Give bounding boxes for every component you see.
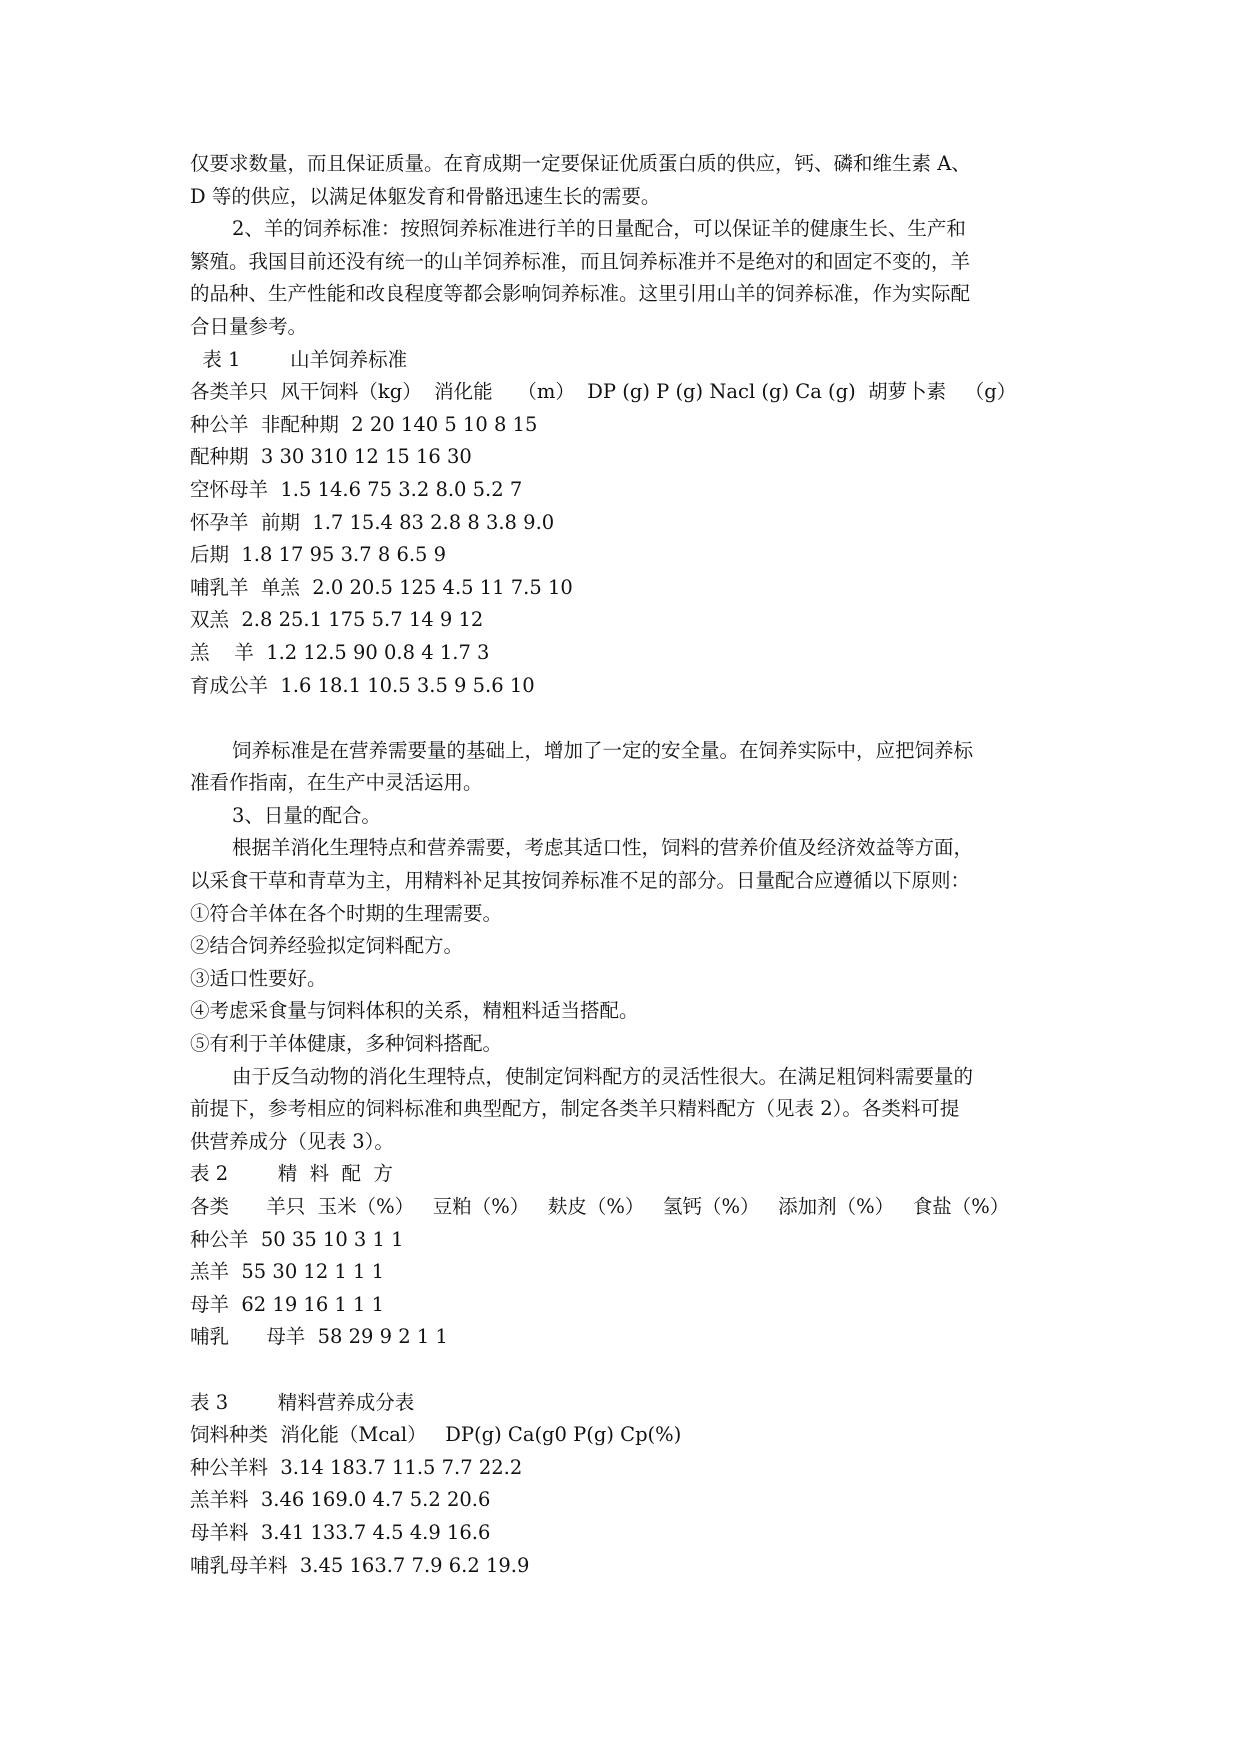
principle-item: ③适口性要好。 — [190, 966, 327, 990]
spacer — [190, 1354, 1070, 1387]
section2-line: 2、羊的饲养标准：按照饲养标准进行羊的日量配合，可以保证羊的健康生长、生产和 — [232, 217, 966, 241]
table3-header: 饲料种类 消化能（Mcal） DP(g) Ca(g0 P(g) Cp(%) — [190, 1423, 682, 1447]
table1-row: 配种期 3 30 310 12 15 16 30 — [190, 445, 472, 469]
table1-header: 各类羊只 风干饲料（kg） 消化能 （m） DP (g) P (g) Nacl (g) Ca (g) 胡萝卜素 （g） — [190, 380, 1017, 404]
table3-row: 母羊料 3.41 133.7 4.5 4.9 16.6 — [190, 1520, 491, 1544]
table1-row: 育成公羊 1.6 18.1 10.5 3.5 9 5.6 10 — [190, 673, 535, 697]
section3-heading: 3、日量的配合。 — [232, 803, 381, 827]
table1-row: 空怀母羊 1.5 14.6 75 3.2 8.0 5.2 7 — [190, 477, 523, 501]
standard-paragraph-line: 准看作指南，在生产中灵活运用。 — [190, 771, 483, 795]
table1-row: 羔 羊 1.2 12.5 90 0.8 4 1.7 3 — [190, 640, 490, 664]
section3-line: 以采食干草和青草为主，用精料补足其按饲养标准不足的部分。日量配合应遵循以下原则： — [190, 869, 971, 893]
table3-row: 羔羊料 3.46 169.0 4.7 5.2 20.6 — [190, 1488, 491, 1512]
table1-row: 种公羊 非配种期 2 20 140 5 10 8 15 — [190, 412, 538, 436]
table3-row: 哺乳母羊料 3.45 163.7 7.9 6.2 19.9 — [190, 1553, 530, 1577]
table2-caption: 表 2 精 料 配 方 — [190, 1162, 393, 1186]
table2-row: 羔羊 55 30 12 1 1 1 — [190, 1260, 385, 1284]
table1-row: 后期 1.8 17 95 3.7 8 6.5 9 — [190, 543, 447, 567]
spacer — [190, 702, 1070, 735]
table1-row: 哺乳羊 单羔 2.0 20.5 125 4.5 11 7.5 10 — [190, 575, 573, 599]
table1-row: 双羔 2.8 25.1 175 5.7 14 9 12 — [190, 608, 484, 632]
section2-line: 的品种、生产性能和改良程度等都会影响饲养标准。这里引用山羊的饲养标准，作为实际配 — [190, 282, 971, 306]
principle-item: ⑤有利于羊体健康，多种饲料搭配。 — [190, 1032, 503, 1056]
intro-line: D 等的供应，以满足体躯发育和骨骼迅速生长的需要。 — [190, 184, 661, 208]
principle-item: ②结合饲养经验拟定饲料配方。 — [190, 934, 464, 958]
table3-caption: 表 3 精料营养成分表 — [190, 1390, 415, 1414]
principle-item: ④考虑采食量与饲料体积的关系，精粗料适当搭配。 — [190, 999, 639, 1023]
closing-paragraph-line: 供营养成分（见表 3）。 — [190, 1129, 394, 1153]
table1-caption: 表 1 山羊饲养标准 — [190, 347, 408, 371]
standard-paragraph-line: 饲养标准是在营养需要量的基础上，增加了一定的安全量。在饲养实际中，应把饲养标 — [232, 738, 974, 762]
section2-line: 繁殖。我国目前还没有统一的山羊饲养标准，而且饲养标准并不是绝对的和固定不变的，羊 — [190, 249, 971, 273]
table2-header: 各类 羊只 玉米（%） 豆粕（%） 麸皮（%） 氢钙（%） 添加剂（%） 食盐（%） — [190, 1195, 1010, 1218]
table2-row: 母羊 62 19 16 1 1 1 — [190, 1292, 385, 1316]
table3-row: 种公羊料 3.14 183.7 11.5 7.7 22.2 — [190, 1455, 523, 1479]
principle-item: ①符合羊体在各个时期的生理需要。 — [190, 901, 503, 925]
table2-row: 种公羊 50 35 10 3 1 1 — [190, 1227, 404, 1251]
closing-paragraph-line: 由于反刍动物的消化生理特点，使制定饲料配方的灵活性很大。在满足粗饲料需要量的 — [232, 1064, 974, 1088]
table2-row: 哺乳 母羊 58 29 9 2 1 1 — [190, 1325, 448, 1349]
table1-row: 怀孕羊 前期 1.7 15.4 83 2.8 8 3.8 9.0 — [190, 510, 555, 534]
section3-line: 根据羊消化生理特点和营养需要，考虑其适口性，饲料的营养价值及经济效益等方面， — [232, 836, 974, 860]
section2-line: 合日量参考。 — [190, 314, 308, 338]
closing-paragraph-line: 前提下，参考相应的饲料标准和典型配方，制定各类羊只精料配方（见表 2）。各类料可提 — [190, 1097, 960, 1121]
intro-line: 仅要求数量，而且保证质量。在育成期一定要保证优质蛋白质的供应，钙、磷和维生素 A、 — [190, 152, 971, 175]
document-body — [190, 148, 1070, 1582]
